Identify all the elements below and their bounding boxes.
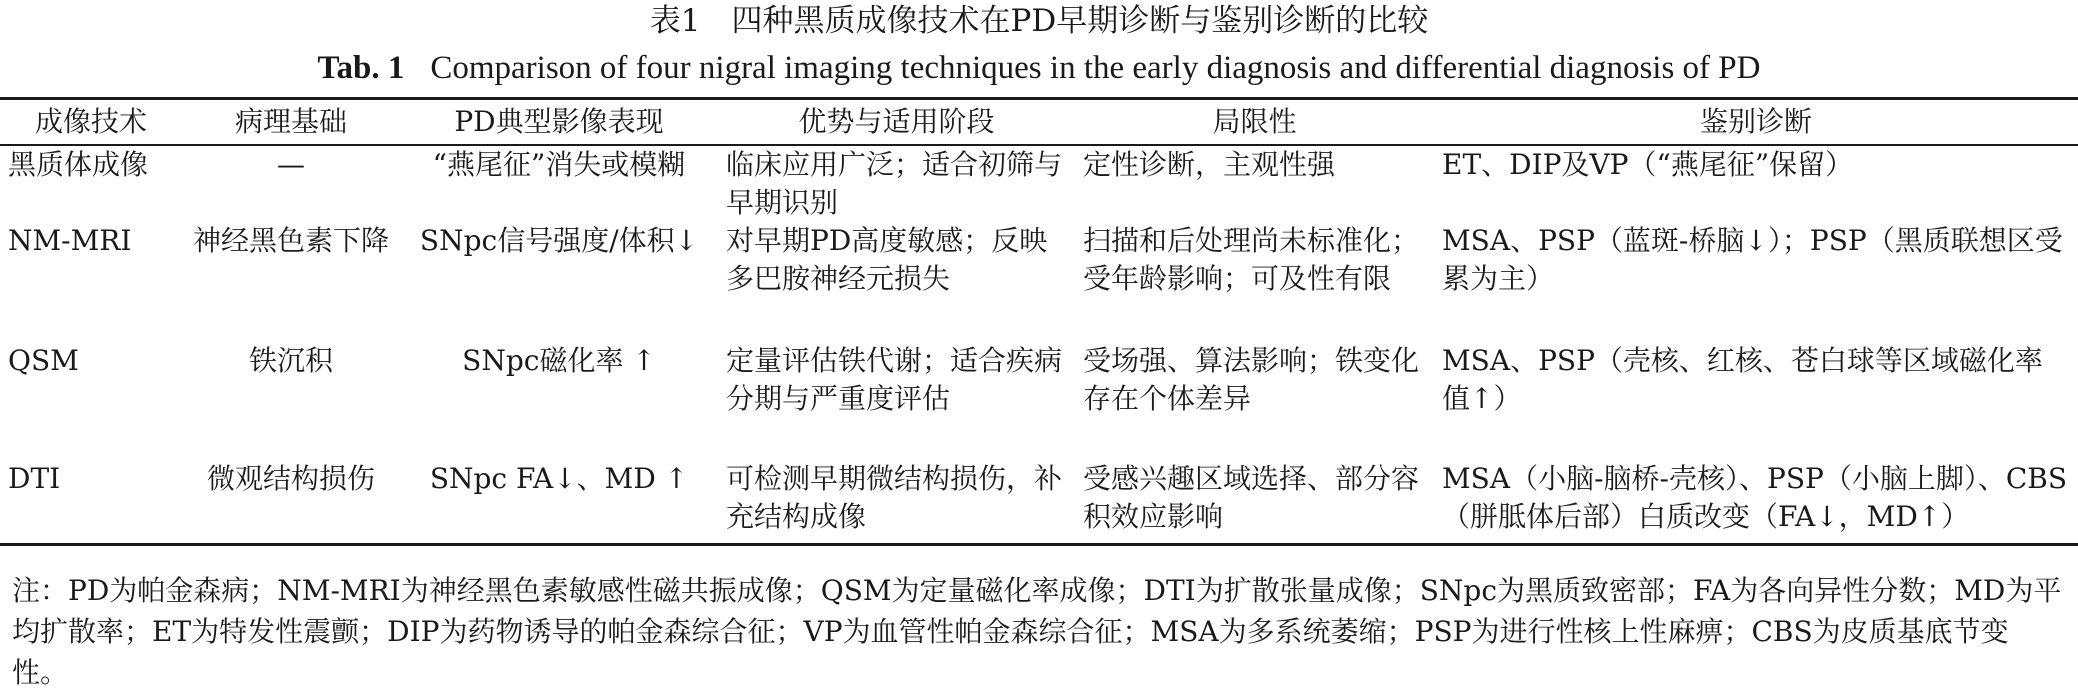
- cell-imaging-finding: SNpc磁化率 ↑: [462, 343, 656, 377]
- cell-pathology: —: [277, 147, 305, 181]
- table-row: [0, 342, 2078, 460]
- cell-differential: ET、DIP及VP（“燕尾征”保留）: [1442, 147, 1854, 181]
- cell-technique: DTI: [0, 460, 182, 545]
- table-row: [0, 460, 2078, 545]
- cell-advantage: 定量评估铁代谢；适合疾病分期与严重度评估: [726, 343, 1063, 415]
- cell-differential: MSA、PSP（壳核、红核、苍白球等区域磁化率值↑）: [1442, 343, 2043, 415]
- cell-advantage: 可检测早期微结构损伤，补充结构成像: [718, 460, 1075, 545]
- comparison-table: [0, 97, 2078, 546]
- header-advantage: 优势与适用阶段: [718, 99, 1075, 145]
- cell-advantage: 临床应用广泛；适合初筛与早期识别: [726, 147, 1063, 219]
- cell-limitation: 定性诊断，主观性强: [1083, 147, 1336, 181]
- cell-limitation: 受场强、算法影响；铁变化存在个体差异: [1083, 343, 1420, 415]
- header-imaging-finding: PD典型影像表现: [400, 99, 718, 145]
- cell-technique: 黑质体成像: [8, 147, 149, 181]
- cell-pathology: 微观结构损伤: [182, 460, 400, 545]
- cell-limitation: 受感兴趣区域选择、部分容积效应影响: [1075, 460, 1434, 545]
- cell-differential: MSA（小脑-脑桥-壳核）、PSP（小脑上脚）、CBS（胼胝体后部）白质改变（FA↓，MD↑）: [1434, 460, 2078, 545]
- table-footnote: 注：PD为帕金森病；NM-MRI为神经黑色素敏感性磁共振成像；QSM为定量磁化率成像；DTI为扩散张量成像；SNpc为黑质致密部；FA为各向异性分数；MD为平均扩散率；ET为特发性震颤；DIP为药物诱导的帕金森综合征；VP为血管性帕金森综合征；MSA为多系统萎缩；PSP为进行性核上性麻痹；CBS为皮质基底节变性。: [12, 574, 2062, 689]
- cell-pathology: 铁沉积: [248, 343, 333, 377]
- cell-differential: MSA、PSP（蓝斑-桥脑↓）；PSP（黑质联想区受累为主）: [1442, 223, 2063, 295]
- table-header-row: [0, 99, 2078, 145]
- cell-limitation: 扫描和后处理尚未标准化；受年龄影响；可及性有限: [1083, 223, 1420, 295]
- header-differential: 鉴别诊断: [1434, 99, 2078, 145]
- table-row: [0, 222, 2078, 342]
- table-caption-text: Comparison of four nigral imaging techniques in the early diagnosis and differential diagnosis of PD: [430, 50, 1761, 86]
- table-label: Tab. 1: [317, 50, 405, 86]
- table-caption-english: [0, 48, 2078, 88]
- header-pathology: 病理基础: [182, 99, 400, 145]
- table-caption-chinese: 表1 四种黑质成像技术在PD早期诊断与鉴别诊断的比较: [649, 3, 1429, 39]
- cell-imaging-finding: “燕尾征”消失或模糊: [432, 147, 686, 181]
- cell-pathology: 神经黑色素下降: [192, 223, 389, 257]
- cell-imaging-finding: SNpc信号强度/体积↓: [419, 223, 699, 257]
- cell-advantage: 对早期PD高度敏感；反映多巴胺神经元损失: [726, 223, 1048, 295]
- header-technique: 成像技术: [0, 99, 182, 145]
- cell-imaging-finding: SNpc FA↓、MD ↑: [400, 460, 718, 545]
- header-limitation: 局限性: [1075, 99, 1434, 145]
- cell-technique: QSM: [8, 343, 79, 377]
- cell-technique: NM-MRI: [8, 223, 132, 257]
- table-row: [0, 145, 2078, 222]
